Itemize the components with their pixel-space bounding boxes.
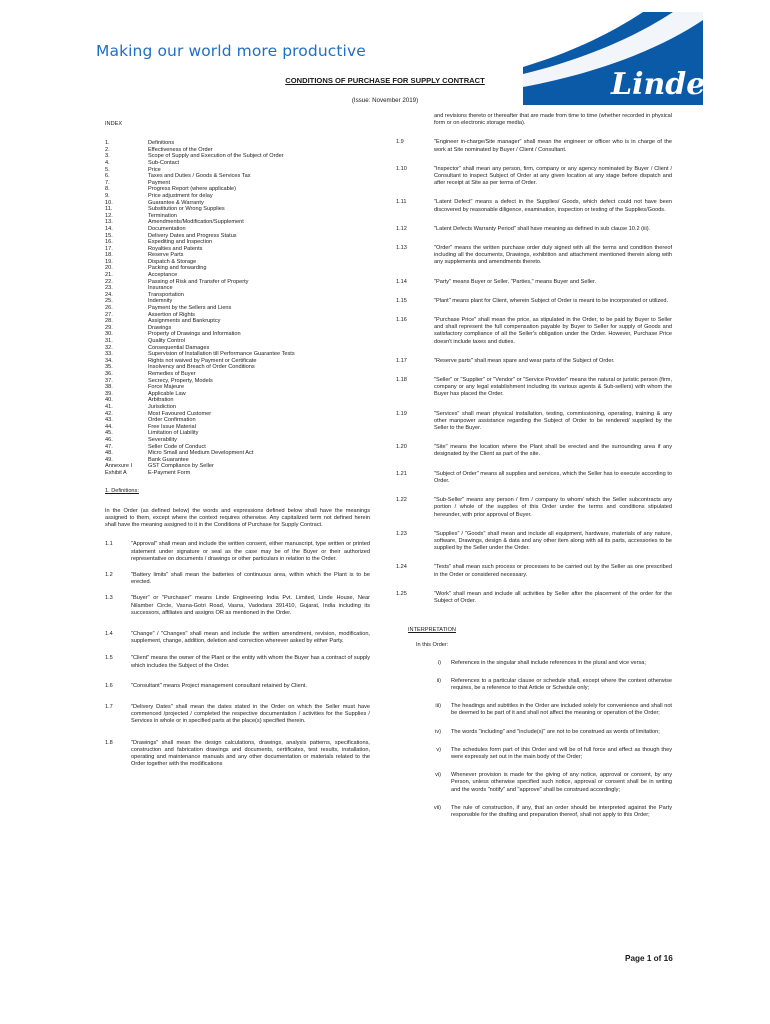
index-item	[105, 206, 370, 213]
linde-logo-graphic	[523, 12, 703, 105]
index-item	[105, 265, 370, 272]
linde-logo	[523, 12, 703, 105]
index-item	[105, 424, 370, 431]
document-title: CONDITIONS OF PURCHASE FOR SUPPLY CONTRACT	[285, 76, 485, 85]
index-item-number: 38.	[105, 384, 113, 391]
definition-number: 1.2	[105, 571, 113, 578]
index-item	[105, 463, 370, 470]
index-item-number: 3.	[105, 153, 110, 160]
index-item-number: 16.	[105, 239, 113, 246]
index-item-number: 8.	[105, 186, 110, 193]
index-item-number: 46.	[105, 436, 113, 443]
definition-item	[396, 317, 672, 346]
index-item-number: 47.	[105, 443, 113, 450]
index-item-title: Packing and forwarding	[148, 265, 207, 272]
index-item	[105, 417, 370, 424]
index-item-title: Scope of Supply and Execution of the Subject of Order	[148, 153, 284, 160]
definition-number: 1.20	[396, 444, 407, 451]
index-item	[105, 193, 370, 200]
index-item	[105, 147, 370, 154]
definition-continuation: and revisions thereto or thereafter that are made from time to time (whether recorded in physical form or on electronic storage media).	[434, 113, 672, 127]
index-item-number: 35.	[105, 364, 113, 371]
index-item	[105, 364, 370, 371]
index-item	[105, 219, 370, 226]
definition-item	[396, 199, 672, 213]
definition-item	[396, 226, 672, 233]
definition-text: "Purchase Price" shall mean the price, as stipulated in the Order, to be paid by Buyer to Seller and shall represent the full compensation payable by Buyer to Seller for supply of Goods and satisfactory compliance of all the Seller's obligation under the Order. However, Purchase Price doesn't include taxes and duties.	[434, 317, 672, 345]
index-item-number: 6.	[105, 173, 110, 180]
index-item-number: 10.	[105, 199, 113, 206]
index-item	[105, 430, 370, 437]
definition-item	[105, 541, 370, 563]
index-item-number: 15.	[105, 232, 113, 239]
definition-number: 1.8	[105, 739, 113, 746]
index-item	[105, 292, 370, 299]
interpretation-number: vi)	[435, 772, 441, 779]
index-item-number: 2.	[105, 146, 110, 153]
index-item-number: 24.	[105, 291, 113, 298]
index-item-number: 7.	[105, 179, 110, 186]
index-item-number: 28.	[105, 318, 113, 325]
index-item-title: Price adjustment for delay	[148, 192, 213, 199]
index-item	[105, 411, 370, 418]
index-item-title: Micro Small and Medium Development Act	[148, 450, 254, 457]
definition-text: "Drawings" shall mean the design calculations, drawings, analysis patterns, specifications, construction and fabrication drawings and documents, certificates, test results, installation, operating and maintenance manuals and any other documentation or materials related to the Order together with the modifications	[131, 739, 370, 768]
definition-text: "Battery limits" shall mean the batteries of continuous area, within which the Plant is to be erected.	[131, 571, 370, 586]
index-item-title: Progress Report (where applicable)	[148, 186, 236, 193]
index-item	[105, 180, 370, 187]
interpretation-item	[396, 703, 672, 717]
definition-number: 1.18	[396, 377, 407, 384]
index-item	[105, 312, 370, 319]
index-item-title: Dispatch & Storage	[148, 258, 197, 265]
right-column	[396, 113, 672, 819]
index-item-number: 41.	[105, 403, 113, 410]
index-item	[105, 167, 370, 174]
definition-text: "Plant" means plant for Client, wherein Subject of Order is meant to be incorporated or utilized.	[434, 297, 669, 304]
index-item-title: Insolvency and Breach of Order Conditions	[148, 364, 255, 371]
definition-text: "Party" means Buyer or Seller. "Parties," means Buyer and Seller.	[434, 278, 597, 285]
index-item	[105, 153, 370, 160]
definition-text: "Subject of Order" means all supplies and services, which the Seller has to execute according to Order.	[434, 470, 672, 484]
index-item	[105, 325, 370, 332]
index-item	[105, 444, 370, 451]
index-item-number: Exhibit A	[105, 469, 127, 476]
index-item-number: 40.	[105, 397, 113, 404]
interpretation-number: iv)	[435, 728, 441, 735]
index-item-title: Indemnity	[148, 298, 173, 305]
definition-item	[396, 245, 672, 267]
index-item-title: Remedies of Buyer	[148, 370, 196, 377]
definition-number: 1.21	[396, 470, 407, 477]
index-item-title: GST Compliance by Seller	[148, 463, 214, 470]
index-item-title: Assertion of Rights	[148, 311, 195, 318]
index-item-number: 36.	[105, 370, 113, 377]
definition-text: "Reserve parts" shall mean spare and wear parts of the Subject of Order.	[434, 357, 615, 364]
definition-text: "Consultant" means Project management consultant retained by Client.	[131, 682, 307, 689]
index-item-title: Taxes and Duties / Goods & Services Tax	[148, 173, 251, 180]
index-item-title: Supervision of Installation till Performance Guarantee Tests	[148, 351, 295, 358]
definition-number: 1.17	[396, 357, 407, 364]
definition-text: "Change" / "Changes" shall mean and include the written amendment, revision, modification, supplement, change, addition, deletion and correction wherever asked by either Party.	[131, 630, 370, 645]
index-item-title: Jurisdiction	[148, 403, 176, 410]
index-item	[105, 252, 370, 259]
definition-item	[396, 531, 672, 553]
tagline: Making our world more productive	[96, 42, 366, 60]
index-item-number: 23.	[105, 285, 113, 292]
index-item-title: Royalties and Patents	[148, 245, 203, 252]
definition-number: 1.15	[396, 297, 407, 304]
index-item-number: 44.	[105, 423, 113, 430]
interpretation-intro: In this Order:	[416, 642, 449, 649]
interpretation-number: ii)	[436, 677, 441, 684]
index-item-title: Bank Guarantee	[148, 456, 189, 463]
definition-number: 1.22	[396, 497, 407, 504]
index-item-number: 31.	[105, 338, 113, 345]
definition-number: 1.9	[396, 139, 404, 146]
index-item	[105, 351, 370, 358]
definition-item	[105, 631, 370, 645]
interpretation-text: Whenever provision is made for the giving of any notice, approval or consent, by any Person, unless otherwise specified such notice, approval or consent shall be in writing and the words "notify" and "approve" shall be construed accordingly;	[451, 772, 672, 793]
definition-number: 1.1	[105, 541, 113, 548]
definition-number: 1.24	[396, 564, 407, 571]
interpretation-text: References in the singular shall include references in the plural and vice versa;	[451, 659, 646, 666]
index-item	[105, 457, 370, 464]
index-item-title: Sub-Contact	[148, 159, 180, 166]
definition-text: "Buyer" or "Purchaser" means Linde Engineering India Pvt. Limited, Linde House, Near Nilamber Circle, Vasna-Gotri Road, Vasna, Vadodara 391410, Gujarat, India including its successors, affiliates and assigns OR as mentioned in the Order.	[131, 595, 370, 616]
definition-item	[105, 704, 370, 726]
definition-item	[396, 471, 672, 485]
index-item-number: 14.	[105, 225, 113, 232]
index-item-number: Annexure I	[105, 463, 133, 470]
index-item-number: 13.	[105, 219, 113, 226]
definition-text: "Tests" shall mean such process or processes to be carried out by the Seller as one prescribed in the Order or considered necessary.	[434, 564, 672, 578]
logo-wordmark: Linde	[611, 67, 703, 102]
index-item-number: 33.	[105, 351, 113, 358]
interpretation-text: The rule of construction, if any, that an order should be interpreted against the Party responsible for the drafting and preparation thereof, shall not apply to this Order;	[451, 804, 672, 818]
definition-number: 1.25	[396, 590, 407, 597]
index-item-title: Payment	[148, 179, 171, 186]
definition-number: 1.6	[105, 682, 113, 689]
definition-number: 1.16	[396, 317, 407, 324]
definition-text: "Work" shall mean and include all activities by Seller after the placement of the order for the Subject of Order.	[434, 590, 672, 604]
index-item	[105, 338, 370, 345]
index-item	[105, 298, 370, 305]
index-item	[105, 259, 370, 266]
index-item	[105, 233, 370, 240]
index-item	[105, 200, 370, 207]
document-issue: (Issue: November 2019)	[351, 97, 419, 104]
definition-number: 1.4	[105, 630, 113, 637]
definition-number: 1.3	[105, 595, 113, 602]
left-column	[105, 121, 370, 768]
index-item-number: 5.	[105, 166, 110, 173]
interpretation-heading: INTERPRETATION	[408, 627, 456, 634]
definition-item	[396, 139, 672, 153]
definitions-list-right	[396, 139, 672, 605]
index-item	[105, 285, 370, 292]
index-item-number: 34.	[105, 357, 113, 364]
index-item-title: Property of Drawings and Information	[148, 331, 241, 338]
definition-text: "Latent Defect" means a defect in the Supplies/ Goods, which defect could not have been discovered by reasonable diligence, examination, inspection or testing of the Supplies/Goods.	[434, 199, 672, 213]
interpretation-item	[396, 805, 672, 819]
index-item-title: Delivery Dates and Progress Status	[148, 232, 237, 239]
index-item-title: Limitation of Liability	[148, 430, 199, 437]
index-item-number: 9.	[105, 192, 110, 199]
page-number: Page 1 of 16	[625, 954, 673, 963]
definition-number: 1.5	[105, 655, 113, 662]
definitions-heading: 1. Definitions:	[105, 488, 139, 495]
interpretation-item	[396, 747, 672, 761]
definition-item	[396, 591, 672, 605]
definition-item	[105, 655, 370, 669]
index-item-title: Effectiveness of the Order	[148, 146, 213, 153]
index-item-number: 27.	[105, 311, 113, 318]
index-item-number: 25.	[105, 298, 113, 305]
index-item	[105, 384, 370, 391]
interpretation-number: i)	[437, 659, 441, 666]
index-item-title: Arbitration	[148, 397, 174, 404]
interpretation-text: The schedules form part of this Order and will be of full force and effect as though they were expressly set out in the main body of the Order;	[451, 746, 672, 760]
index-item-title: Severability	[148, 436, 177, 443]
index-item-number: 4.	[105, 159, 110, 166]
interpretation-number: v)	[436, 746, 441, 753]
index-item-title: Most Favoured Customer	[148, 410, 212, 417]
index-item-title: Seller Code of Conduct	[148, 443, 206, 450]
definition-text: "Inspector" shall mean any person, firm, company or any agency nominated by Buyer / Client / Consultant to inspect Subject of Order at any given location at any stage before dispatch and after receipt at Site as per terms of Order.	[434, 165, 672, 187]
interpretation-number: vii)	[433, 804, 441, 811]
index-item	[105, 371, 370, 378]
index-item-title: Substitution or Wrong Supplies	[148, 206, 225, 213]
index-item-number: 11.	[105, 206, 113, 213]
index-item-title: E-Payment Form	[148, 469, 191, 476]
index-item	[105, 437, 370, 444]
index-item	[105, 213, 370, 220]
index-item	[105, 186, 370, 193]
index-item	[105, 358, 370, 365]
definition-item	[105, 572, 370, 586]
definition-number: 1.12	[396, 225, 407, 232]
definition-text: "Seller" or "Supplier" or "Vendor" or "Service Provider" means the natural or juristic person (firm, company or any legal establishment including its various agents & Sub-sellers) with whom the Buyer has placed the Order.	[434, 377, 672, 398]
index-item	[105, 160, 370, 167]
interpretation-list	[396, 660, 672, 820]
definition-text: "Approval" shall mean and include the written consent, either manuscript, type written or printed statement under signature or seal as the case may be of the Buyer or their authorized representative on documents / drawings or other particulars in relation to the Order.	[131, 541, 370, 562]
index-item-number: 48.	[105, 450, 113, 457]
index-item-number: 21.	[105, 272, 113, 279]
index-item-number: 26.	[105, 305, 113, 312]
index-item-title: Payment by the Sellers and Liens	[148, 305, 232, 312]
index-item-title: Guarantee & Warranty	[148, 199, 204, 206]
index-item-number: 49.	[105, 456, 113, 463]
definition-text: "Services" shall mean physical installation, testing, commissioning, operating, training & any other manpower assistance regarding the Subject of Order to be rendered/ supplied by the Seller to the Buyer.	[434, 410, 672, 432]
index-item-title: Secrecy, Property, Models	[148, 377, 213, 384]
index-item	[105, 140, 370, 147]
definition-text: "Engineer in-charge/Site manager" shall mean the engineer or officer who is in charge of the work at Site nominated by Buyer / Client / Consultant.	[434, 139, 672, 153]
definition-item	[396, 377, 672, 399]
index-item-title: Insurance	[148, 285, 173, 292]
index-item-title: Expediting and Inspection	[148, 239, 213, 246]
definition-item	[105, 683, 370, 690]
definition-text: "Client" means the owner of the Plant or the entity with whom the Buyer has a contract of supply which includes the Subject of the Order.	[131, 655, 370, 669]
index-item-number: 39.	[105, 390, 113, 397]
index-item-title: Rights not waived by Payment or Certificate	[148, 357, 257, 364]
index-item-title: Reserve Parts	[148, 252, 184, 259]
interpretation-text: The headings and subtitles in the Order are included solely for convenience and shall not be deemed to be part of it and shall not affect the meaning or operation of the Order;	[451, 703, 672, 717]
index-item	[105, 378, 370, 385]
index-item	[105, 279, 370, 286]
definition-number: 1.23	[396, 530, 407, 537]
index-item-number: 22.	[105, 278, 113, 285]
index-item	[105, 318, 370, 325]
definition-text: "Supplies" / "Goods" shall mean and include all equipment, hardware, materials of any nature, software, Drawings, design & data and any other item along with all its parts, accessories to be supplied by the Seller under the Order.	[434, 530, 672, 552]
index-item	[105, 239, 370, 246]
index-item-title: Documentation	[148, 225, 186, 232]
index-item-title: Assignments and Bankruptcy	[148, 318, 221, 325]
index-item-title: Acceptance	[148, 272, 178, 279]
index-item-title: Order Confirmation	[148, 417, 196, 424]
definition-item	[396, 564, 672, 578]
index-item-title: Consequential Damages	[148, 344, 210, 351]
index-item-title: Passing of Risk and Transfer of Property	[148, 278, 249, 285]
interpretation-item	[396, 678, 672, 692]
index-item	[105, 246, 370, 253]
definition-item	[105, 595, 370, 617]
definition-item	[396, 279, 672, 286]
definition-item	[105, 740, 370, 769]
interpretation-text: The words "including" and "include(s)" are not to be construed as words of limitation;	[451, 728, 660, 735]
definition-text: "Delivery Dates" shall mean the dates stated in the Order on which the Seller must have commenced /projected / completed the respective documentation / activities for the Supplies / Services in whole or in specified parts at the place(s) specified therein.	[131, 703, 370, 725]
index-item-title: Drawings	[148, 324, 172, 331]
index-item-title: Amendments/Modification/Supplement	[148, 219, 244, 226]
definitions-intro: In the Order (as defined below) the words and expressions defined below shall have the meanings assigned to them, except where the context requires otherwise. Any capitalized term not defined herein shall have the meaning assigned to it in the Conditions of Purchase for Supply Contract.	[105, 507, 370, 529]
index-item	[105, 404, 370, 411]
definition-item	[396, 298, 672, 305]
definition-text: "Latent Defects Warranty Period" shall have meaning as defined in sub clause 10.2 (iii).	[434, 225, 651, 232]
definition-text: "Site" means the location where the Plant shall be erected and the surrounding area if any designated by the Client as part of the site.	[434, 444, 672, 458]
index-item	[105, 450, 370, 457]
index-item-number: 45.	[105, 430, 113, 437]
index-item-title: Quality Control	[148, 338, 185, 345]
index-item	[105, 226, 370, 233]
index-item-number: 18.	[105, 252, 113, 259]
index-list	[105, 140, 370, 476]
index-item-number: 32.	[105, 344, 113, 351]
definition-number: 1.14	[396, 278, 407, 285]
index-item	[105, 331, 370, 338]
index-item-number: 12.	[105, 212, 113, 219]
definition-number: 1.7	[105, 703, 113, 710]
index-item-title: Definitions	[148, 140, 175, 147]
index-item-title: Free Issue Material	[148, 423, 196, 430]
definition-text: "Order" means the written purchase order duly signed with all the terms and condition thereof including all the documents, Drawings, exhibition and attachment mentioned therein along with any supplements and amendments thereto.	[434, 245, 672, 266]
index-item-title: Termination	[148, 212, 177, 219]
definition-number: 1.11	[396, 199, 407, 206]
index-item-number: 42.	[105, 410, 113, 417]
definition-item	[396, 497, 672, 519]
definition-item	[396, 444, 672, 458]
index-item	[105, 470, 370, 477]
definition-item	[396, 166, 672, 188]
index-item-number: 1.	[105, 140, 110, 147]
index-item-number: 30.	[105, 331, 113, 338]
definition-number: 1.13	[396, 245, 407, 252]
interpretation-number: iii)	[435, 703, 441, 710]
interpretation-item	[396, 729, 672, 736]
index-item-number: 19.	[105, 258, 113, 265]
definition-item	[396, 358, 672, 365]
index-item	[105, 397, 370, 404]
definition-number: 1.19	[396, 410, 407, 417]
definition-text: "Sub-Seller" means any person / firm / company to whom/ which the Seller subcontracts any portion / whole of the supplies of this Order under the terms and conditions stipulated hereunder, with prior approval of Buyer.	[434, 497, 672, 518]
interpretation-item	[396, 772, 672, 794]
index-item	[105, 391, 370, 398]
index-item-title: Force Majeure	[148, 384, 185, 391]
index-item-number: 20.	[105, 265, 113, 272]
index-item-title: Applicable Law	[148, 390, 186, 397]
definitions-list-left	[105, 541, 370, 768]
index-item	[105, 305, 370, 312]
index-item	[105, 345, 370, 352]
index-item-number: 37.	[105, 377, 113, 384]
index-item	[105, 272, 370, 279]
definition-number: 1.10	[396, 165, 407, 172]
index-item-number: 43.	[105, 417, 113, 424]
index-item	[105, 173, 370, 180]
index-item-number: 29.	[105, 324, 113, 331]
interpretation-text: References to a particular clause or schedule shall, except where the context otherwise requires, be a reference to that Article or Schedule only;	[451, 677, 672, 691]
index-item-title: Price	[148, 166, 161, 173]
interpretation-item	[396, 660, 672, 667]
index-heading: INDEX	[105, 121, 123, 127]
index-item-title: Transportation	[148, 291, 184, 298]
index-item-number: 17.	[105, 245, 113, 252]
definition-item	[396, 411, 672, 433]
